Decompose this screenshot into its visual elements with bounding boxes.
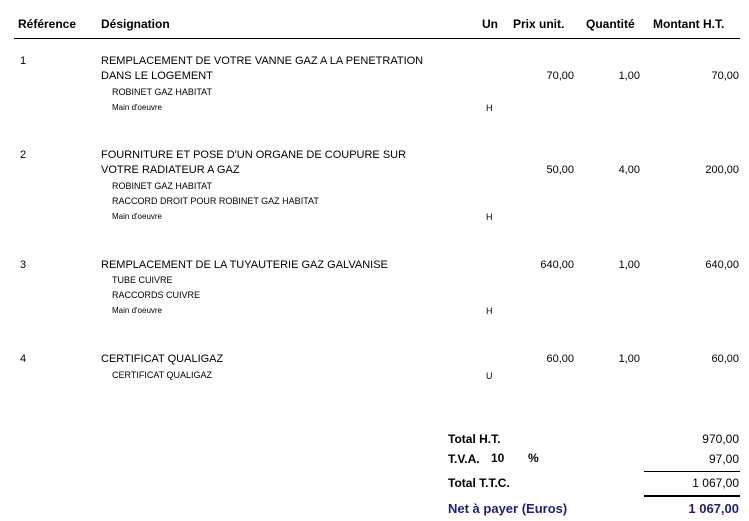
- tva-rate: 10: [491, 451, 505, 465]
- total-ttc-value: 1 067,00: [692, 476, 739, 490]
- row-subitem: ROBINET GAZ HABITAT: [112, 87, 213, 97]
- row-subitem: Main d'oeuvre: [112, 212, 162, 221]
- row-amount: 70,00: [711, 70, 739, 82]
- row-quantity: 1,00: [618, 353, 640, 365]
- row-unit: H: [486, 212, 493, 222]
- header-quantity: Quantité: [586, 17, 635, 31]
- row-designation-line: CERTIFICAT QUALIGAZ: [101, 353, 224, 365]
- row-designation-line: VOTRE RADIATEUR A GAZ: [101, 164, 240, 176]
- net-divider: [644, 495, 740, 497]
- tva-percent: %: [528, 451, 539, 465]
- total-ht-value: 970,00: [702, 432, 739, 446]
- row-subitem: CERTIFICAT QUALIGAZ: [112, 370, 213, 380]
- row-designation-line: REMPLACEMENT DE LA TUYAUTERIE GAZ GALVANISE: [101, 259, 388, 271]
- row-subitem: RACCORDS CUIVRE: [112, 290, 201, 300]
- net-to-pay-label: Net à payer (Euros): [448, 501, 568, 516]
- row-amount: 200,00: [705, 164, 739, 176]
- row-subitem: RACCORD DROIT POUR ROBINET GAZ HABITAT: [112, 196, 319, 206]
- row-reference: 2: [20, 149, 27, 161]
- row-amount: 640,00: [705, 259, 739, 271]
- row-amount: 60,00: [711, 353, 739, 365]
- tva-label: T.V.A.: [448, 452, 480, 466]
- row-unit-price: 60,00: [546, 353, 574, 365]
- row-designation-line: FOURNITURE ET POSE D'UN ORGANE DE COUPURE SUR: [101, 149, 407, 161]
- row-designation-line: REMPLACEMENT DE VOTRE VANNE GAZ A LA PENETRATION: [101, 55, 424, 67]
- total-ttc-label: Total T.T.C.: [448, 476, 510, 490]
- row-quantity: 4,00: [618, 164, 640, 176]
- header-divider: [14, 38, 740, 39]
- row-unit-price: 70,00: [546, 70, 574, 82]
- row-unit: H: [486, 103, 493, 113]
- total-divider: [644, 471, 740, 472]
- net-to-pay-value: 1 067,00: [688, 501, 739, 516]
- row-subitem: Main d'oeuvre: [112, 306, 162, 315]
- row-unit: U: [486, 371, 493, 381]
- row-subitem: ROBINET GAZ HABITAT: [112, 181, 213, 191]
- header-unit-price: Prix unit.: [513, 17, 565, 31]
- row-reference: 4: [20, 353, 27, 365]
- row-designation-line: DANS LE LOGEMENT: [101, 70, 213, 82]
- row-quantity: 1,00: [618, 70, 640, 82]
- row-reference: 3: [20, 259, 27, 271]
- row-quantity: 1,00: [618, 259, 640, 271]
- row-unit-price: 640,00: [540, 259, 574, 271]
- header-unit: Un: [482, 17, 498, 31]
- row-unit: H: [486, 306, 493, 316]
- header-reference: Référence: [18, 17, 77, 31]
- row-reference: 1: [20, 55, 27, 67]
- row-subitem: TUBE CUIVRE: [112, 275, 173, 285]
- header-designation: Désignation: [101, 17, 170, 31]
- row-subitem: Main d'oeuvre: [112, 103, 162, 112]
- row-unit-price: 50,00: [546, 164, 574, 176]
- total-ht-label: Total H.T.: [448, 432, 501, 446]
- header-amount: Montant H.T.: [653, 17, 725, 31]
- tva-value: 97,00: [708, 452, 739, 466]
